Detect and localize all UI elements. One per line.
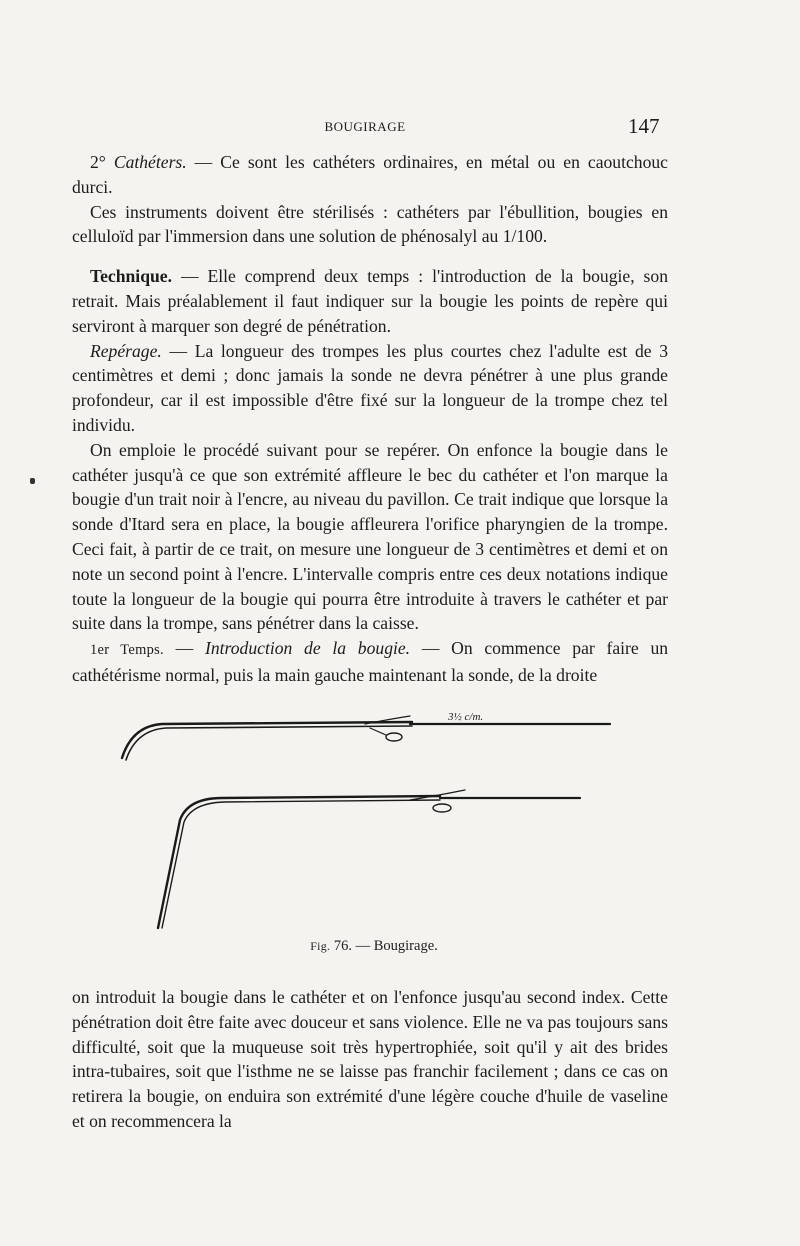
paragraph-heading: Repérage. <box>90 340 162 361</box>
paragraph-heading: Introduction de la bougie. <box>205 638 411 659</box>
paragraph-continuation <box>72 985 668 1134</box>
running-head <box>0 116 800 140</box>
paragraph-technique <box>72 264 668 338</box>
paragraph-text: — La longueur des trompes les plus courtes chez l'adulte est de 3 centimètres et demi ; donc jamais la sonde ne devra pénétrer à une plus grande profondeur, car il est impossible d'être fixé sur la longueur de la trompe chez tel individu. <box>72 340 668 435</box>
catheter-lower <box>158 790 580 928</box>
running-title: BOUGIRAGE <box>324 119 406 134</box>
catheter-upper <box>122 716 610 760</box>
catheter-figure <box>110 700 620 932</box>
paragraph-text: Ces instruments doivent être stérilisés : cathéters par l'ébullition, bougies en celluloïd par l'immersion dans une solution de phénosalyl au 1/100. <box>72 201 668 247</box>
caption-text: — Bougirage. <box>355 938 438 954</box>
figure-label: 3½ c/m. <box>448 711 484 723</box>
paragraph-premier-temps: 1er Temps. — Introduction de la bougie. — On commence par faire un cathétérisme normal, puis la main gauche maintenant la sonde, de la droite <box>72 638 669 685</box>
paragraph-text: on introduit la bougie dans le cathéter et on l'enfonce jusqu'au second index. Cette pénétration doit être faite avec douceur et sans violence. Elle ne va pas toujours sans difficulté, soit que la muqueuse soit très hypertrophiée, soit qu'il y ait des brides intra-tubaires, soit que l'isthme ne se laisse pas franchir facilement ; dans ce cas on retirera la bougie, on enduira son extrémité d'une légère couche d'huile de vaseline et on recommencera la <box>72 987 668 1131</box>
paragraph-text: On emploie le procédé suivant pour se repérer. On enfonce la bougie dans le cathéter jusqu'à ce que son extrémité affleure le bec du cathéter et l'on marque la bougie d'un trait noir à l'encre, au niveau du pavillon. Ce trait indique que lorsque la sonde d'Itard sera en place, la bougie affleurera l'orifice pharyngien de la trompe. Ceci fait, à partir de ce trait, on mesure une longueur de 3 centimètres et demi et on note un second point à l'encre. L'intervalle compris entre ces deux notations indique toute la longueur de la bougie qui pourra être introduite à travers le cathéter et par suite dans la trompe, sans pénétrer dans la caisse. <box>72 439 668 634</box>
paragraph-lead: 1er Temps. <box>90 642 164 659</box>
paragraph-procede <box>72 438 668 636</box>
paragraph-lead: 2° <box>90 152 114 172</box>
figure-caption <box>0 938 748 955</box>
section-heading: Technique. <box>90 266 172 287</box>
caption-number: 76. <box>333 938 352 954</box>
paragraph-catheters <box>72 150 668 200</box>
text-block-bottom <box>72 985 668 1134</box>
paragraph-text: — On commence par faire un cathétérisme normal, puis la main gauche maintenant la sonde, de la droite <box>72 638 669 685</box>
paragraph-sterilisation <box>72 200 668 250</box>
paragraph-text: — Elle comprend deux temps : l'introduction de la bougie, son retrait. Mais préalablement il faut indiquer sur la bougie les points de repère qui serviront à marquer son degré de pénétration. <box>72 266 668 336</box>
text-block-top <box>72 150 668 688</box>
paragraph-heading: Cathéters. <box>113 152 187 172</box>
margin-mark <box>30 478 35 484</box>
caption-prefix: Fig. <box>310 939 331 953</box>
paragraph-text: — Ce sont les cathéters ordinaires, en métal ou en caoutchouc durci. <box>72 152 668 197</box>
page-number: 147 <box>628 114 660 138</box>
paragraph-reperage <box>72 339 668 438</box>
